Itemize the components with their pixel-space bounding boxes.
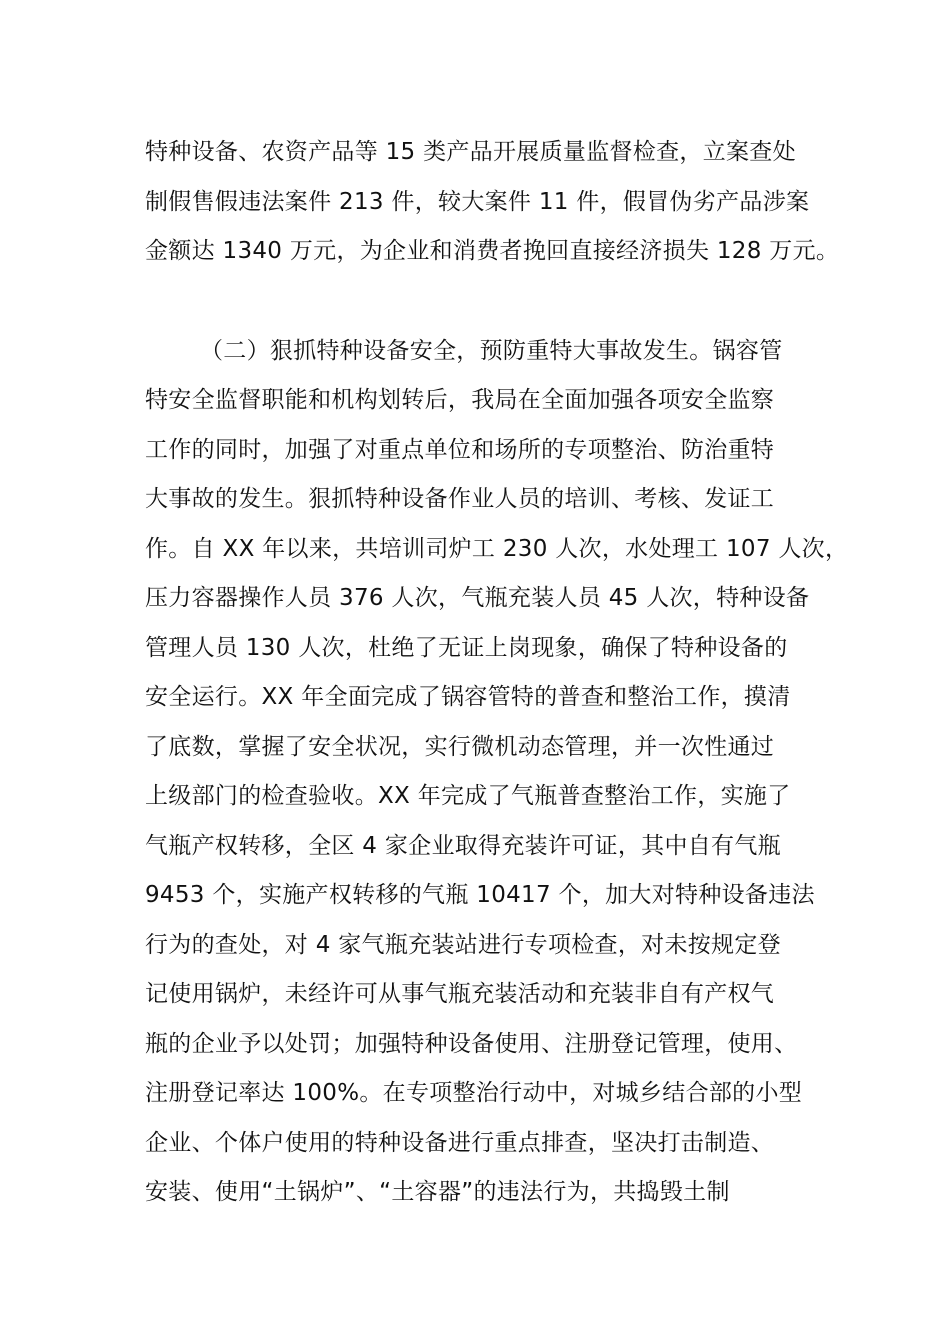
paragraph-2-line-10: 上级部门的检查验收。XX 年完成了气瓶普查整治工作，实施了 bbox=[145, 783, 791, 809]
paragraph-2-line-12: 9453 个，实施产权转移的气瓶 10417 个，加大对特种设备违法 bbox=[145, 882, 815, 908]
paragraph-1-line-1: 特种设备、农资产品等 15 类产品开展质量监督检查，立案查处 bbox=[145, 139, 796, 165]
paragraph-2-line-1: （二）狠抓特种设备安全，预防重特大事故发生。锅容管 bbox=[200, 338, 783, 364]
paragraph-2-line-14: 记使用锅炉，未经许可从事气瓶充装活动和充装非自有产权气 bbox=[145, 981, 775, 1007]
paragraph-1-line-2: 制假售假违法案件 213 件，较大案件 11 件，假冒伪劣产品涉案 bbox=[145, 189, 810, 215]
paragraph-2-line-18: 安装、使用“土锅炉”、“土容器”的违法行为，共捣毁土制 bbox=[145, 1179, 730, 1205]
paragraph-2-line-13: 行为的查处，对 4 家气瓶充装站进行专项检查，对未按规定登 bbox=[145, 932, 781, 958]
paragraph-2-line-15: 瓶的企业予以处罚；加强特种设备使用、注册登记管理，使用、 bbox=[145, 1031, 798, 1057]
paragraph-2-line-9: 了底数，掌握了安全状况，实行微机动态管理，并一次性通过 bbox=[145, 734, 775, 760]
paragraph-2-line-3: 工作的同时，加强了对重点单位和场所的专项整治、防治重特 bbox=[145, 437, 775, 463]
paragraph-2-line-11: 气瓶产权转移，全区 4 家企业取得充装许可证，其中自有气瓶 bbox=[145, 833, 781, 859]
paragraph-2-line-6: 压力容器操作人员 376 人次，气瓶充装人员 45 人次，特种设备 bbox=[145, 585, 810, 611]
paragraph-2-line-8: 安全运行。XX 年全面完成了锅容管特的普查和整治工作，摸清 bbox=[145, 684, 791, 710]
paragraph-2-line-4: 大事故的发生。狠抓特种设备作业人员的培训、考核、发证工 bbox=[145, 486, 775, 512]
paragraph-2-line-2: 特安全监督职能和机构划转后，我局在全面加强各项安全监察 bbox=[145, 387, 775, 413]
paragraph-1-line-3: 金额达 1340 万元，为企业和消费者挽回直接经济损失 128 万元。 bbox=[145, 238, 840, 264]
paragraph-2-line-17: 企业、个体户使用的特种设备进行重点排查，坚决打击制造、 bbox=[145, 1130, 775, 1156]
paragraph-2-line-5: 作。自 XX 年以来，共培训司炉工 230 人次，水处理工 107 人次， bbox=[145, 536, 849, 562]
paragraph-2-line-16: 注册登记率达 100%。在专项整治行动中，对城乡结合部的小型 bbox=[145, 1080, 803, 1106]
paragraph-2-line-7: 管理人员 130 人次，杜绝了无证上岗现象，确保了特种设备的 bbox=[145, 635, 788, 661]
